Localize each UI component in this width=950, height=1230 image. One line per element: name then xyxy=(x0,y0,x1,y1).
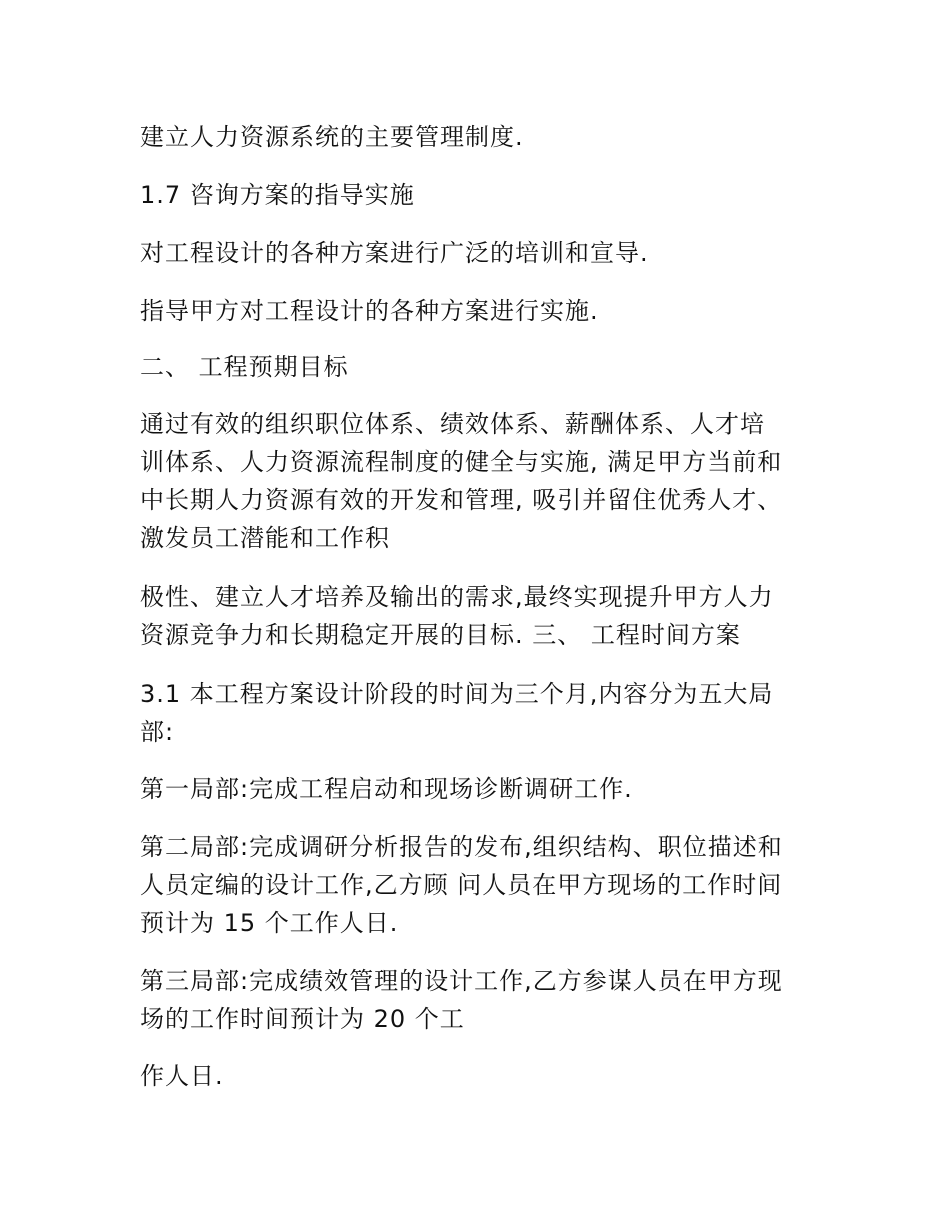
paragraph-7: 极性、建立人才培养及输出的需求,最终实现提升甲方人力 资源竞争力和长期稳定开展的目标. 三、 工程时间方案 xyxy=(140,583,774,649)
paragraph-4: 指导甲方对工程设计的各种方案进行实施. xyxy=(140,297,599,325)
paragraph-10: 第二局部:完成调研分析报告的发布,组织结构、职位描述和 人员定编的设计工作,乙方顾 问人员在甲方现场的工作时间 预计为 15 个工作人日. xyxy=(140,833,783,937)
section-heading-1-7: 1.7 咨询方案的指导实施 xyxy=(140,181,415,209)
paragraph-12: 作人日. xyxy=(140,1062,224,1090)
paragraph-9: 第一局部:完成工程启动和现场诊断调研工作. xyxy=(140,775,633,803)
section-heading-2: 二、 工程预期目标 xyxy=(140,353,349,381)
section-heading-3-1: 3.1 本工程方案设计阶段的时间为三个月,内容分为五大局 部: xyxy=(140,680,774,746)
paragraph-6: 通过有效的组织职位体系、绩效体系、薪酬体系、人才培 训体系、人力资源流程制度的健全与实施, 满足甲方当前和 中长期人力资源有效的开发和管理, 吸引并留住优秀人才、 激发员工潜能和工作积 xyxy=(140,410,783,552)
paragraph-3: 对工程设计的各种方案进行广泛的培训和宣导. xyxy=(140,239,649,267)
paragraph-11: 第三局部:完成绩效管理的设计工作,乙方参谋人员在甲方现 场的工作时间预计为 20 个工 xyxy=(140,967,783,1033)
paragraph-1: 建立人力资源系统的主要管理制度. xyxy=(140,123,524,151)
